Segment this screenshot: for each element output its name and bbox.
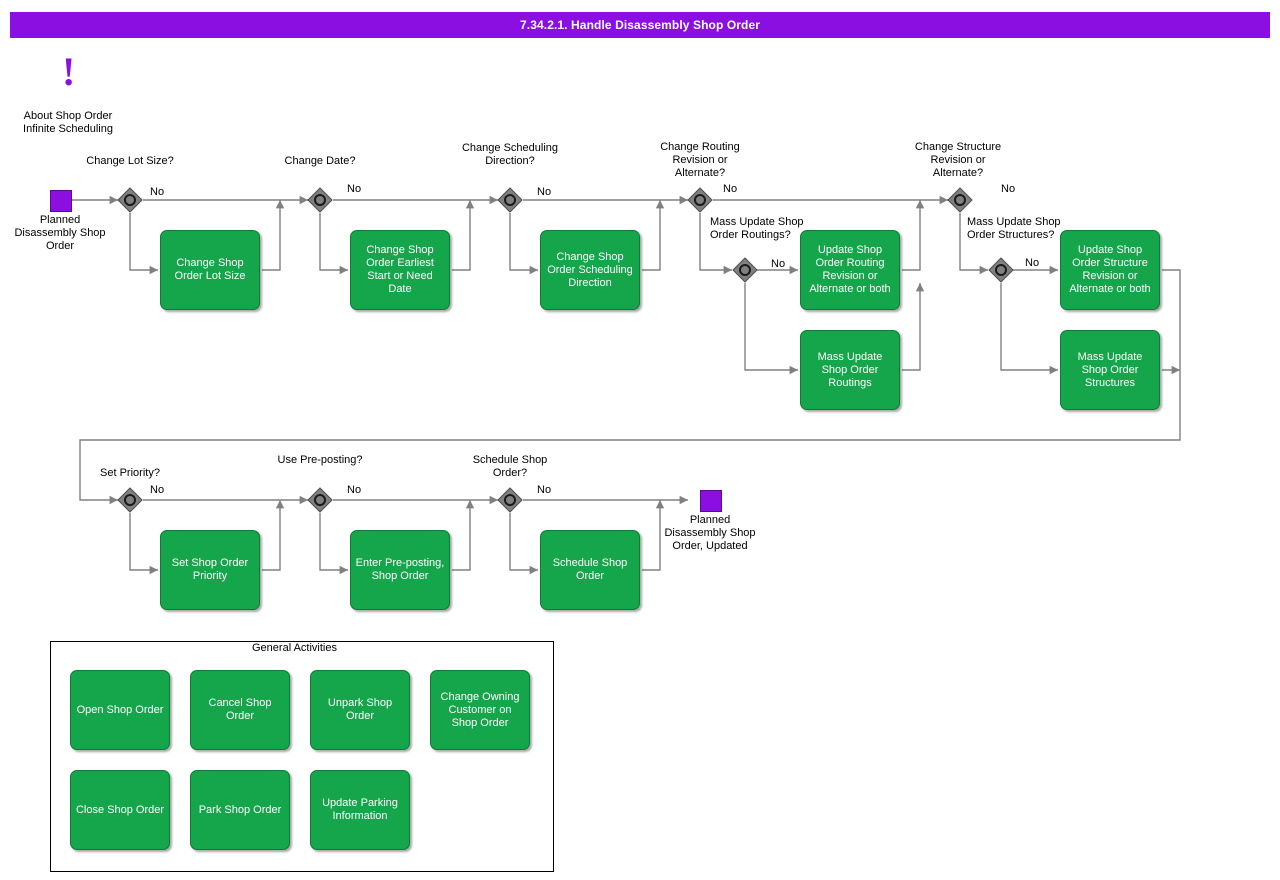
decision-label-8: Set Priority? — [100, 467, 160, 479]
decision-change-structure-revision[interactable] — [947, 187, 973, 213]
start-event — [50, 190, 72, 212]
decision-label-10: Schedule Shop Order? — [472, 454, 548, 479]
activity-update-shop-order-routing-revision[interactable]: Update Shop Order Routing Revision or Alternate or both — [800, 230, 900, 310]
decision-label-9: Use Pre-posting? — [277, 454, 363, 466]
decision-label-2: Change Date? — [284, 155, 356, 167]
decision-label-5: Mass Update Shop Order Routings? — [710, 216, 804, 241]
activity-update-parking-information[interactable]: Update Parking Information — [310, 770, 410, 850]
decision-label-3: Change Scheduling Direction? — [461, 142, 559, 167]
decision-label-7: Mass Update Shop Order Structures? — [967, 216, 1061, 241]
decision-schedule-shop-order[interactable] — [497, 487, 523, 513]
activity-change-owning-customer[interactable]: Change Owning Customer on Shop Order — [430, 670, 530, 750]
decision-mass-update-structures[interactable] — [988, 257, 1014, 283]
no-label-7: No — [1025, 257, 1040, 269]
no-label-4: No — [723, 183, 738, 195]
activity-update-shop-order-structure-revision[interactable]: Update Shop Order Structure Revision or Alternate or both — [1060, 230, 1160, 310]
activity-unpark-shop-order[interactable]: Unpark Shop Order — [310, 670, 410, 750]
activity-enter-pre-posting-shop-order[interactable]: Enter Pre-posting, Shop Order — [350, 530, 450, 610]
activity-open-shop-order[interactable]: Open Shop Order — [70, 670, 170, 750]
activity-close-shop-order[interactable]: Close Shop Order — [70, 770, 170, 850]
decision-mass-update-routings[interactable] — [732, 257, 758, 283]
activity-cancel-shop-order[interactable]: Cancel Shop Order — [190, 670, 290, 750]
decision-label-6: Change Structure Revision or Alternate? — [914, 141, 1002, 179]
decision-change-lot-size[interactable] — [117, 187, 143, 213]
no-label-3: No — [537, 186, 552, 198]
decision-use-pre-posting[interactable] — [307, 487, 333, 513]
no-label-1: No — [150, 186, 165, 198]
no-label-8: No — [150, 484, 165, 496]
no-label-10: No — [537, 484, 552, 496]
exclamation-icon: ! — [62, 49, 76, 94]
activity-mass-update-shop-order-routings[interactable]: Mass Update Shop Order Routings — [800, 330, 900, 410]
end-label: Planned Disassembly Shop Order, Updated — [664, 514, 756, 552]
page-title: 7.34.2.1. Handle Disassembly Shop Order — [10, 12, 1270, 38]
note-label: About Shop Order Infinite Scheduling — [23, 110, 113, 135]
activity-change-shop-order-scheduling-direction[interactable]: Change Shop Order Scheduling Direction — [540, 230, 640, 310]
activity-schedule-shop-order[interactable]: Schedule Shop Order — [540, 530, 640, 610]
decision-label-1: Change Lot Size? — [86, 155, 174, 167]
activity-mass-update-shop-order-structures[interactable]: Mass Update Shop Order Structures — [1060, 330, 1160, 410]
no-label-2: No — [347, 183, 362, 195]
no-label-5: No — [771, 258, 786, 270]
decision-change-routing-revision[interactable] — [687, 187, 713, 213]
decision-set-priority[interactable] — [117, 487, 143, 513]
decision-change-scheduling-direction[interactable] — [497, 187, 523, 213]
activity-change-shop-order-earliest-start[interactable]: Change Shop Order Earliest Start or Need Date — [350, 230, 450, 310]
start-label: Planned Disassembly Shop Order — [14, 214, 106, 252]
decision-change-date[interactable] — [307, 187, 333, 213]
no-label-9: No — [347, 484, 362, 496]
end-event — [700, 490, 722, 512]
decision-label-4: Change Routing Revision or Alternate? — [660, 141, 740, 179]
activity-change-shop-order-lot-size[interactable]: Change Shop Order Lot Size — [160, 230, 260, 310]
activity-set-shop-order-priority[interactable]: Set Shop Order Priority — [160, 530, 260, 610]
general-activities-title: General Activities — [248, 642, 341, 654]
no-label-6: No — [1001, 183, 1016, 195]
activity-park-shop-order[interactable]: Park Shop Order — [190, 770, 290, 850]
